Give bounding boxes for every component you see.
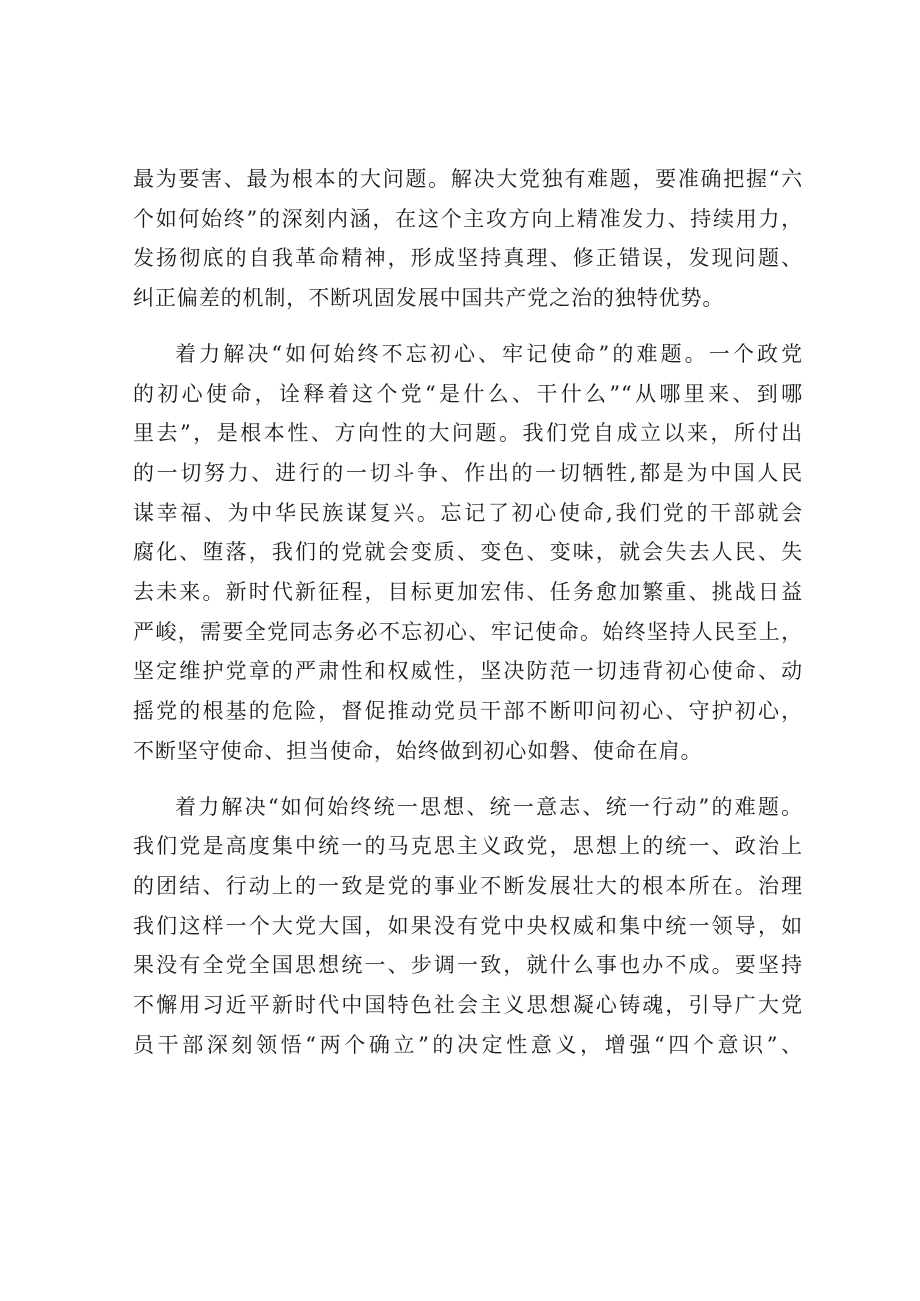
text-line: 不懈用习近平新时代中国特色社会主义思想凝心铸魂，引导广大党 bbox=[133, 993, 803, 1018]
text-line: 严峻，需要全党同志务必不忘初心、牢记使命。始终坚持人民至上， bbox=[133, 619, 803, 644]
text-line: 我们这样一个大党大国，如果没有党中央权威和集中统一领导，如 bbox=[133, 913, 803, 938]
text-line: 不断坚守使命、担当使命，始终做到初心如磐、使命在肩。 bbox=[133, 738, 703, 763]
text-line: 着力解决“如何始终不忘初心、牢记使命”的难题。一个政党 bbox=[175, 341, 803, 366]
text-line: 坚定维护党章的严肃性和权威性，坚决防范一切违背初心使命、动 bbox=[133, 659, 803, 684]
text-line: 去未来。新时代新征程，目标更加宏伟、任务愈加繁重、挑战日益 bbox=[133, 580, 803, 605]
paragraph bbox=[133, 788, 803, 1066]
text-line: 个如何始终”的深刻内涵，在这个主攻方向上精准发力、持续用力， bbox=[133, 206, 803, 231]
text-line: 的团结、行动上的一致是党的事业不断发展壮大的根本所在。治理 bbox=[133, 873, 803, 898]
text-line: 摇党的根基的危险，督促推动党员干部不断叩问初心、守护初心， bbox=[133, 699, 803, 724]
text-line: 腐化、堕落，我们的党就会变质、变色、变味，就会失去人民、失 bbox=[133, 540, 803, 565]
text-line: 果没有全党全国思想统一、步调一致，就什么事也办不成。要坚持 bbox=[133, 953, 803, 978]
text-line: 最为要害、最为根本的大问题。解决大党独有难题，要准确把握“六 bbox=[133, 167, 803, 191]
text-line: 谋幸福、为中华民族谋复兴。忘记了初心使命,我们党的干部就会 bbox=[133, 500, 803, 525]
text-line: 的初心使命，诠释着这个党“是什么、干什么”“从哪里来、到哪 bbox=[133, 381, 803, 406]
text-line: 着力解决“如何始终统一思想、统一意志、统一行动”的难题。 bbox=[175, 794, 803, 819]
text-line: 发扬彻底的自我革命精神，形成坚持真理、修正错误，发现问题、 bbox=[133, 246, 803, 271]
text-line: 员干部深刻领悟“两个确立”的决定性意义，增强“四个意识”、 bbox=[133, 1032, 803, 1057]
text-line: 里去”，是根本性、方向性的大问题。我们党自成立以来，所付出 bbox=[133, 421, 803, 446]
paragraph bbox=[133, 160, 803, 319]
text-line: 我们党是高度集中统一的马克思主义政党，思想上的统一、政治上 bbox=[133, 834, 803, 859]
text-line: 纠正偏差的机制，不断巩固发展中国共产党之治的独特优势。 bbox=[133, 286, 725, 311]
text-line: 的一切努力、进行的一切斗争、作出的一切牺牲,都是为中国人民 bbox=[133, 460, 803, 485]
paragraph bbox=[133, 335, 803, 772]
document-body bbox=[133, 160, 803, 1081]
